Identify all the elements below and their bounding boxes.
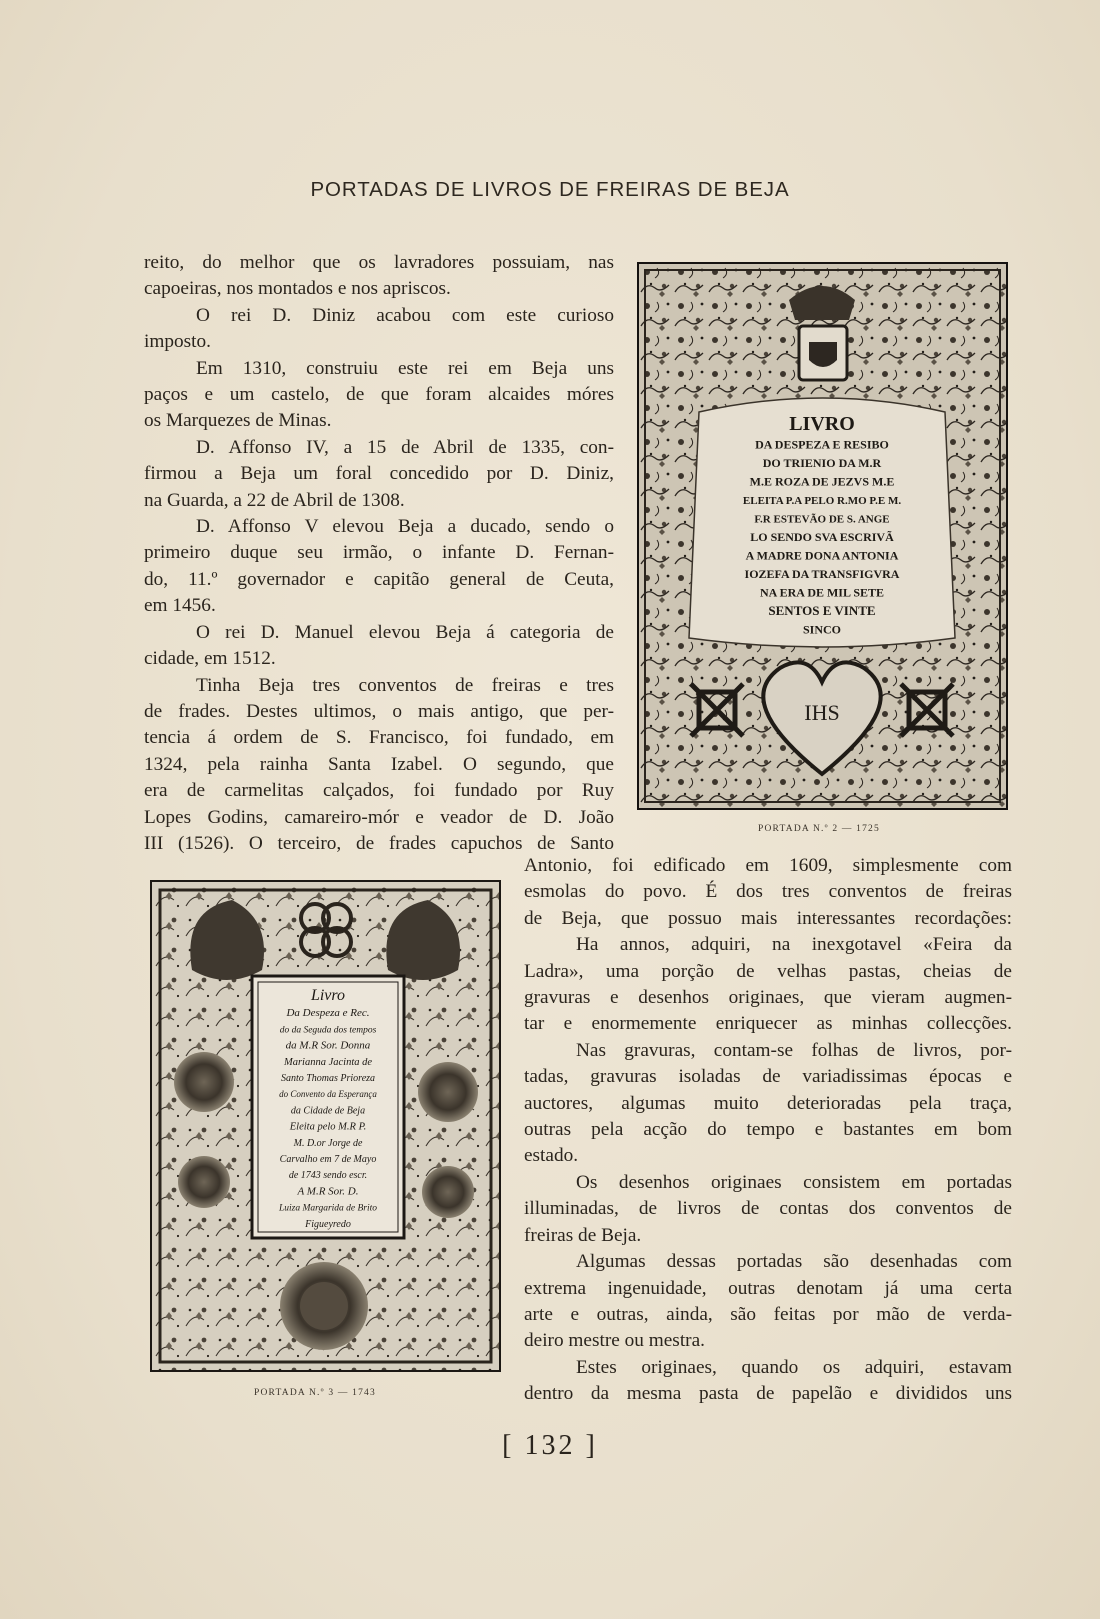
inscription-line: LIVRO [789,413,855,435]
text-line: illuminadas, de livros de contas dos conventos de [524,1198,1012,1220]
text-line: Nas gravuras, contam-se folhas de livros, por- [576,1039,1012,1061]
illustration-portada-2 [637,262,1008,810]
inscription-line: M.E ROZA DE JEZVS M.E [749,474,895,489]
inscription-line: M. D.or Jorge de [293,1137,363,1149]
inscription-line: A M.R Sor. D. [297,1185,359,1198]
text-line: Em 1310, construiu este rei em Beja uns [196,357,614,379]
inscription-line: A MADRE DONA ANTONIA [745,548,899,563]
text-line: D. Affonso IV, a 15 de Abril de 1335, con- [196,436,614,458]
caption-portada-2: PORTADA N.º 2 — 1725 [758,824,880,834]
text-line: freiras de Beja. [524,1224,642,1246]
running-header: PORTADAS DE LIVROS DE FREIRAS DE BEJA [310,178,790,201]
inscription-line: Santo Thomas Prioreza [280,1073,376,1084]
inscription-line: DO TRIENIO DA M.R [762,456,882,470]
text-line: reito, do melhor que os lavradores possuiam, nas [144,252,614,273]
text-line: paços e um castelo, de que foram alcaides móres [144,384,614,406]
text-line: dentro da mesma pasta de papelão e divididos uns [524,1383,1012,1405]
inscription-line: do Convento da Esperança [279,1089,377,1100]
text-line: firmou a Beja um foral concedido por D. Diniz, [144,463,614,485]
text-line: primeiro duque seu irmão, o infante D. Fernan- [144,542,614,564]
text-line: Os desenhos originaes consistem em portadas [576,1171,1012,1193]
text-line: tar e enormemente enriquecer as minhas collecções. [524,1013,1012,1035]
text-line: Ladra», uma porção de velhas pastas, cheias de [524,960,1012,982]
text-line: estado. [524,1145,579,1167]
portada-2-image [639,264,1006,808]
text-line: os Marquezes de Minas. [144,410,332,432]
inscription-line: Marianna Jacinta de [283,1056,373,1068]
text-line: extrema ingenuidade, outras denotam já uma certa [524,1277,1012,1299]
text-line: Lopes Godins, camareiro-mór e veador de D. João [144,806,614,828]
inscription-line: SENTOS E VINTE [768,603,876,618]
text-line: do, 11.º governador e capitão general de Ceuta, [144,568,614,590]
text-line: gravuras e desenhos originaes, que vieram augmen- [524,987,1012,1009]
inscription-line: Carvalho em 7 de Mayo [279,1154,377,1165]
inscription-line: NA ERA DE MIL SETE [759,585,885,600]
text-line: Tinha Beja tres conventos de freiras e tres [196,674,614,696]
portada-2-monogram: IHS [804,700,840,725]
inscription-line: Figueyredo [305,1218,351,1230]
page-number: [ 132 ] [502,1430,598,1461]
illustration-portada-3 [150,880,501,1372]
text-line: O rei D. Manuel elevou Beja á categoria de [196,621,614,643]
text-line: arte e outras, ainda, são feitas por mão de verda- [524,1303,1012,1325]
inscription-line: F.R ESTEVÃO DE S. ANGE [754,513,890,526]
text-line: imposto. [144,331,211,353]
portada-3-image [152,882,499,1370]
text-column-left [144,250,614,857]
text-line: esmolas do povo. É dos tres conventos de freiras [524,881,1012,903]
inscription-line: da M.R Sor. Donna [285,1039,371,1052]
text-line: deiro mestre ou mestra. [524,1330,705,1352]
text-line: auctores, algumas muito deterioradas pela traça, [524,1092,1012,1114]
text-line: tencia á ordem de S. Francisco, foi fundado, em [144,727,614,749]
text-line: III (1526). O terceiro, de frades capuchos de Santo [144,832,614,854]
text-line: de Beja, que possuo mais interessantes recordações: [524,907,1012,929]
text-line: na Guarda, a 22 de Abril de 1308. [144,489,405,511]
caption-portada-3: PORTADA N.º 3 — 1743 [254,1388,376,1398]
inscription-line: SINCO [802,622,842,637]
inscription-line: Eleita pelo M.R P. [289,1121,367,1133]
text-line: Algumas dessas portadas são desenhadas com [576,1251,1012,1273]
inscription-line: do da Seguda dos tempos [279,1025,377,1036]
inscription-line: da Cidade de Beja [290,1105,366,1117]
inscription-line: Da Despeza e Rec. [286,1007,370,1020]
text-line: Estes originaes, quando os adquiri, estavam [576,1356,1012,1378]
inscription-line: de 1743 sendo escr. [288,1170,368,1182]
inscription-line: LO SENDO SVA ESCRIVÃ [750,530,894,544]
text-line: outras pela acção do tempo e bastantes em bom [524,1119,1012,1141]
text-line: capoeiras, nos montados e nos apriscos. [144,278,451,300]
text-column-right [524,853,1012,1408]
text-line: era de carmelitas calçados, foi fundado por Ruy [144,780,614,802]
inscription-line: ELEITA P.A PELO R.MO P.E M. [742,495,902,507]
text-line: em 1456. [144,595,216,617]
text-line: D. Affonso V elevou Beja a ducado, sendo o [196,516,614,538]
inscription-line: Livro [310,987,346,1004]
inscription-line: DA DESPEZA E RESIBO [755,437,889,452]
text-line: O rei D. Diniz acabou com este curioso [196,304,614,326]
text-line: Ha annos, adquiri, na inexgotavel «Feira da [576,934,1012,956]
text-line: tadas, gravuras isoladas de variadissimas épocas e [524,1066,1012,1088]
inscription-line: IOZEFA DA TRANSFIGVRA [744,567,900,581]
text-line: de frades. Destes ultimos, o mais antigo, que per- [144,700,614,722]
text-line: Antonio, foi edificado em 1609, simplesmente com [524,855,1012,876]
inscription-line: Luiza Margarida de Brito [278,1203,378,1214]
text-line: cidade, em 1512. [144,648,276,670]
text-line: 1324, pela rainha Santa Izabel. O segundo, que [144,753,614,775]
